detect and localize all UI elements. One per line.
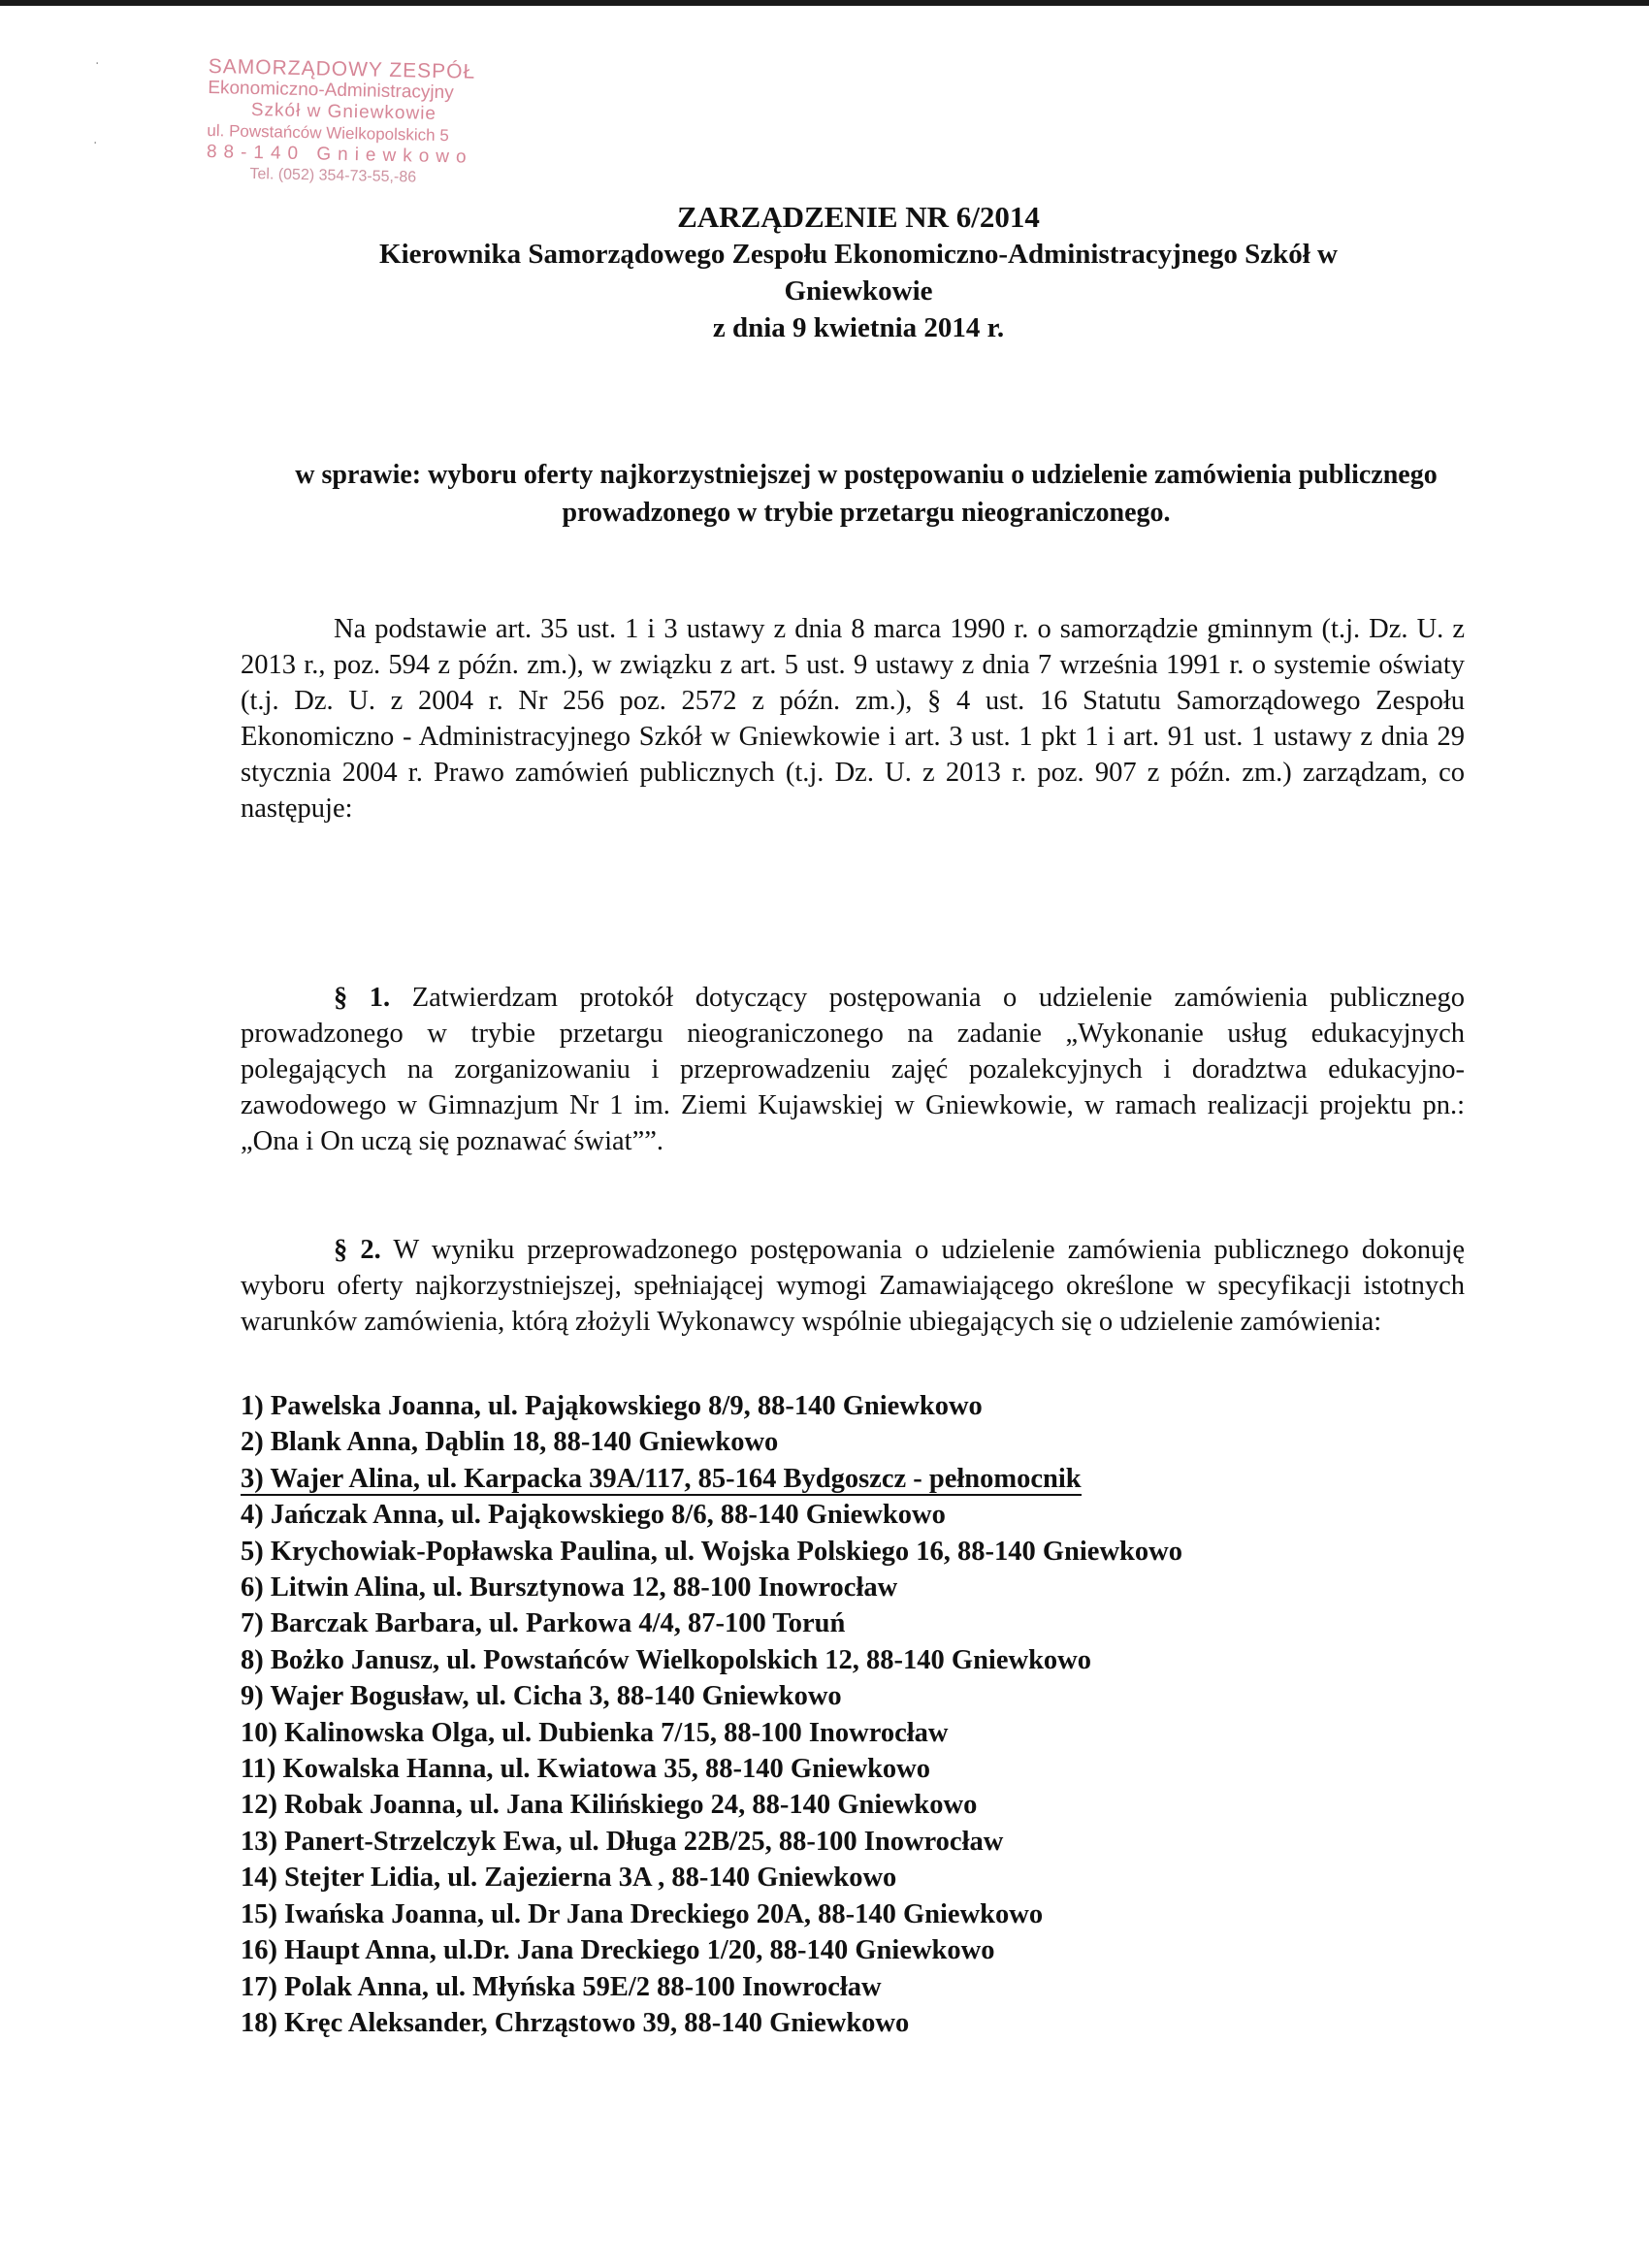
stamp-line: Ekonomiczno-Administracyjny bbox=[208, 77, 454, 104]
contractor-entry: 18) Kręc Aleksander, Chrząstowo 39, 88-140 Gniewkowo bbox=[241, 2007, 910, 2038]
list-item bbox=[241, 1497, 1502, 1533]
section-2 bbox=[241, 1232, 1465, 1340]
document-heading bbox=[233, 199, 1484, 346]
legal-basis-paragraph: Na podstawie art. 35 ust. 1 i 3 ustawy z dnia 8 marca 1990 r. o samorządzie gminnym (t.j. Dz. U. z 2013 r., poz. 594 z późn. zm.), w związku z art. 5 ust. 9 ustawy z dnia 7 września 1991 r. o systemie oświaty (t.j. Dz. U. z 2004 r. Nr 256 poz. 2572 z późn. zm.), § 4 ust. 16 Statutu Samorządowego Zespołu Ekonomiczno - Administracyjnego Szkół w Gniewkowie i art. 3 ust. 1 pkt 1 i art. 91 ust. 1 ustawy z dnia 29 stycznia 2004 r. Prawo zamówień publicznych (t.j. Dz. U. z 2013 r. poz. 907 z późn. zm.) zarządzam, co następuje: bbox=[241, 614, 1465, 824]
list-item bbox=[241, 1860, 1502, 1895]
contractor-list bbox=[241, 1388, 1502, 2041]
list-item bbox=[241, 1969, 1502, 2005]
contractor-entry: 15) Iwańska Joanna, ul. Dr Jana Dreckiego 20A, 88-140 Gniewkowo bbox=[241, 1898, 1044, 1929]
order-date: z dnia 9 kwietnia 2014 r. bbox=[712, 312, 1005, 343]
scan-top-edge bbox=[0, 0, 1649, 6]
stamp-line: ul. Powstańców Wielkopolskich 5 bbox=[207, 120, 449, 146]
contractor-entry: 11) Kowalska Hanna, ul. Kwiatowa 35, 88-140 Gniewkowo bbox=[241, 1754, 930, 1785]
list-item bbox=[241, 1896, 1502, 1932]
list-item bbox=[241, 1388, 1502, 1424]
stamp-line: Tel. (052) 354-73-55,-86 bbox=[249, 165, 417, 186]
section-1-number: § 1. bbox=[334, 983, 391, 1013]
school-stamp bbox=[206, 56, 558, 192]
section-2-text: W wyniku przeprowadzonego postępowania o udzielenie zamówienia publicznego dokonuję wyboru oferty najkorzystniejszej, spełniającej wymogi Zamawiającego określone w specyfikacji istotnych warunków zamówienia, którą złożyli Wykonawcy wspólnie ubiegających się o udzielenie zamówienia: bbox=[241, 1235, 1465, 1337]
order-subject: w sprawie: wyboru oferty najkorzystniejszej w postępowaniu o udzielenie zamówienia publicznego prowadzonego w trybie przetargu nieograniczonego. bbox=[295, 460, 1438, 528]
list-item bbox=[241, 1751, 1502, 1787]
list-item bbox=[241, 1534, 1502, 1570]
scan-speck: · bbox=[95, 56, 100, 72]
contractor-entry: 5) Krychowiak-Popławska Paulina, ul. Wojska Polskiego 16, 88-140 Gniewkowo bbox=[241, 1536, 1182, 1567]
stamp-line: SAMORZĄDOWY ZESPÓŁ bbox=[208, 55, 476, 83]
contractor-entry: 7) Barczak Barbara, ul. Parkowa 4/4, 87-100 Toruń bbox=[241, 1608, 846, 1639]
list-item-representative bbox=[241, 1461, 1502, 1497]
contractor-entry: 10) Kalinowska Olga, ul. Dubienka 7/15, 88-100 Inowrocław bbox=[241, 1717, 949, 1748]
list-item bbox=[241, 1932, 1502, 1968]
contractor-entry: 12) Robak Joanna, ul. Jana Kilińskiego 24, 88-140 Gniewkowo bbox=[241, 1790, 978, 1821]
contractor-entry: 8) Bożko Janusz, ul. Powstańców Wielkopolskich 12, 88-140 Gniewkowo bbox=[241, 1644, 1092, 1675]
contractor-entry: 2) Blank Anna, Dąblin 18, 88-140 Gniewkowo bbox=[241, 1427, 779, 1458]
list-item bbox=[241, 1424, 1502, 1460]
issuer-line: Kierownika Samorządowego Zespołu Ekonomiczno-Administracyjnego Szkół w bbox=[379, 239, 1338, 270]
section-2-number: § 2. bbox=[334, 1235, 381, 1265]
section-1-text: Zatwierdzam protokół dotyczący postępowania o udzielenie zamówienia publicznego prowadzonego w trybie przetargu nieograniczonego na zadanie „Wykonanie usług edukacyjnych polegających na zorganizowaniu i przeprowadzeniu zajęć pozalekcyjnych i doradztwa edukacyjno-zawodowego w Gimnazjum Nr 1 im. Ziemi Kujawskiej w Gniewkowie, w ramach realizacji projektu pn.: „Ona i On uczą się poznawać świat””. bbox=[241, 983, 1465, 1156]
issuer-line-2: Gniewkowie bbox=[784, 275, 933, 307]
order-number: ZARZĄDZENIE NR 6/2014 bbox=[677, 200, 1040, 234]
contractor-entry: 13) Panert-Strzelczyk Ewa, ul. Długa 22B/25, 88-100 Inowrocław bbox=[241, 1826, 1004, 1857]
section-1 bbox=[241, 980, 1465, 1159]
list-item bbox=[241, 1570, 1502, 1605]
contractor-entry: 6) Litwin Alina, ul. Bursztynowa 12, 88-100 Inowrocław bbox=[241, 1572, 898, 1604]
scan-speck: · bbox=[93, 136, 98, 151]
stamp-line: Szkół w Gniewkowie bbox=[250, 99, 437, 124]
contractor-entry: 4) Jańczak Anna, ul. Pająkowskiego 8/6, 88-140 Gniewkowo bbox=[241, 1500, 946, 1531]
contractor-entry: 14) Stejter Lidia, ul. Zajezierna 3A , 88-140 Gniewkowo bbox=[241, 1863, 897, 1894]
contractor-entry: 1) Pawelska Joanna, ul. Pająkowskiego 8/9, 88-140 Gniewkowo bbox=[241, 1391, 983, 1421]
contractor-entry: 3) Wajer Alina, ul. Karpacka 39A/117, 85-164 Bydgoszcz - pełnomocnik bbox=[241, 1463, 1082, 1494]
list-item bbox=[241, 1605, 1502, 1641]
list-item bbox=[241, 1715, 1502, 1751]
list-item bbox=[241, 1678, 1502, 1714]
list-item bbox=[241, 1824, 1502, 1860]
list-item bbox=[241, 2005, 1502, 2041]
contractor-entry: 17) Polak Anna, ul. Młyńska 59E/2 88-100 Inowrocław bbox=[241, 1971, 882, 2002]
list-item bbox=[241, 1787, 1502, 1823]
contractor-entry: 16) Haupt Anna, ul.Dr. Jana Dreckiego 1/20, 88-140 Gniewkowo bbox=[241, 1935, 995, 1966]
stamp-line: 88-140 Gniewkowo bbox=[206, 141, 473, 168]
list-item bbox=[241, 1642, 1502, 1678]
contractor-entry: 9) Wajer Bogusław, ul. Cicha 3, 88-140 Gniewkowo bbox=[241, 1681, 842, 1712]
